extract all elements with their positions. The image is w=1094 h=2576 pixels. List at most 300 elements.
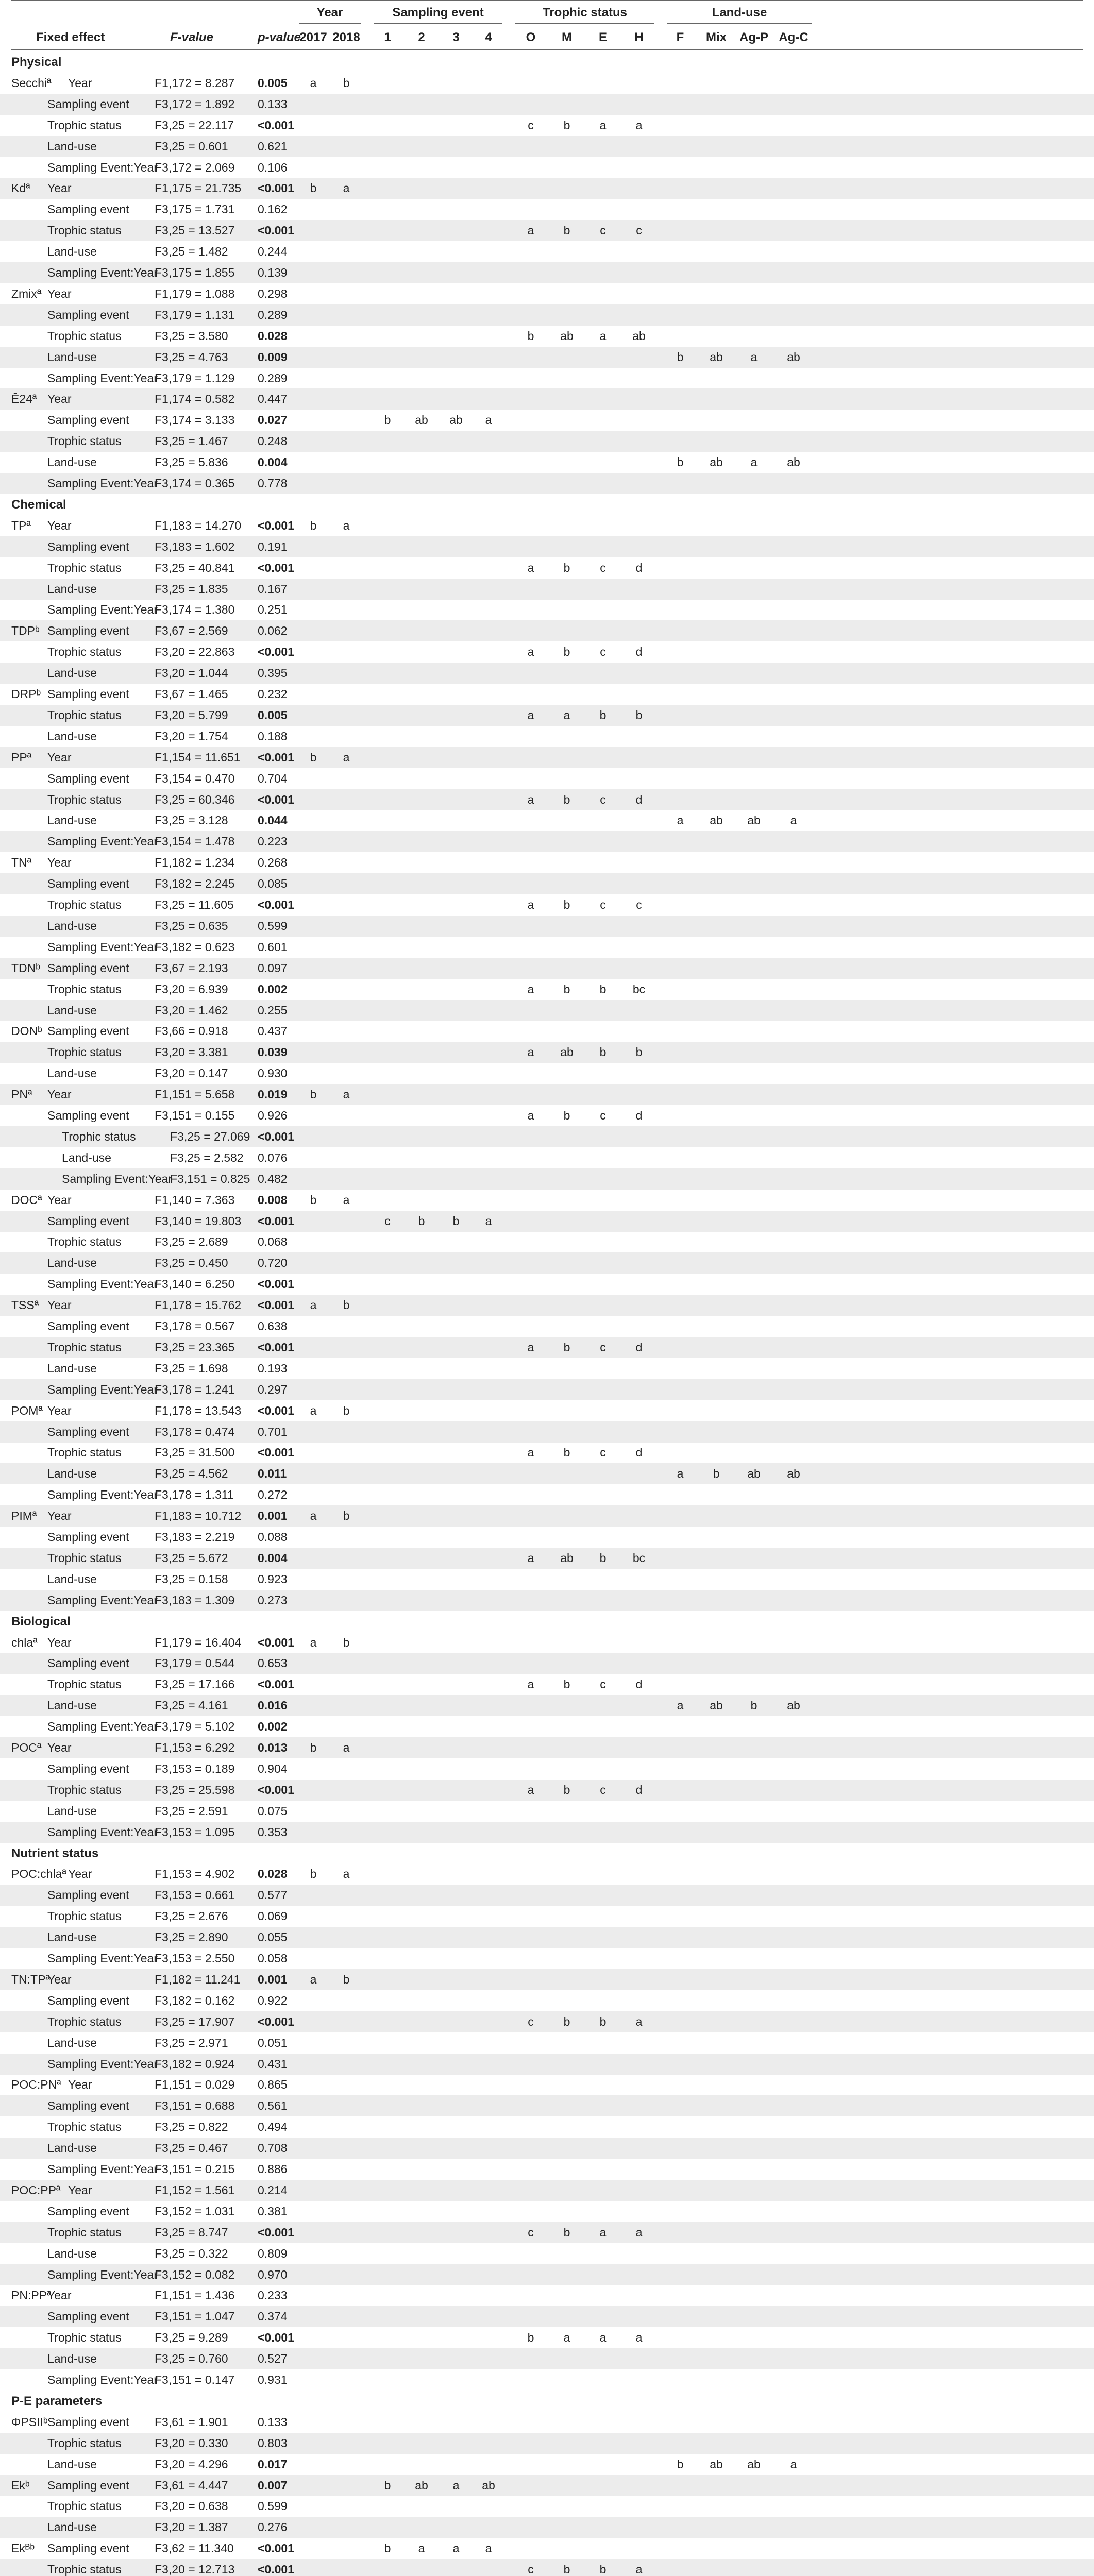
year-letter: a bbox=[343, 1867, 350, 1881]
parameter-name: TPª bbox=[11, 518, 31, 532]
parameter-name: Kdª bbox=[11, 181, 30, 195]
table-row bbox=[0, 1653, 1094, 1674]
fixed-effect: Sampling Event:Year bbox=[47, 371, 158, 385]
year-letter: a bbox=[310, 1509, 317, 1523]
fixed-effect: Year bbox=[47, 1088, 72, 1101]
fixed-effect: Year bbox=[47, 286, 72, 300]
table-row bbox=[0, 1316, 1094, 1337]
trophic-letter: c bbox=[600, 561, 606, 574]
p-value: <0.001 bbox=[258, 1129, 294, 1143]
table-row bbox=[0, 1548, 1094, 1569]
table-row bbox=[0, 1695, 1094, 1716]
p-value: 0.923 bbox=[258, 1572, 288, 1586]
fixed-effect: Trophic status bbox=[47, 2499, 122, 2513]
header-col-2017: 2017 bbox=[299, 30, 327, 44]
fixed-effect: Trophic status bbox=[47, 2120, 122, 2134]
p-value: 0.062 bbox=[258, 624, 288, 638]
f-value: F1,151 = 5.658 bbox=[155, 1088, 235, 1101]
trophic-letter: b bbox=[563, 1109, 570, 1122]
fixed-effect: Land-use bbox=[62, 1150, 111, 1164]
trophic-letter: c bbox=[600, 1446, 606, 1460]
trophic-letter: c bbox=[600, 1109, 606, 1122]
p-value: 0.621 bbox=[258, 139, 288, 153]
fixed-effect: Year bbox=[47, 750, 72, 764]
trophic-letter: d bbox=[635, 1446, 643, 1460]
table-row bbox=[0, 220, 1094, 241]
f-value: F3,25 = 1.482 bbox=[155, 245, 228, 259]
f-value: F3,175 = 1.731 bbox=[155, 202, 235, 216]
table-row bbox=[0, 2159, 1094, 2180]
table-row bbox=[0, 557, 1094, 579]
fixed-effect: Sampling event bbox=[47, 1761, 129, 1775]
table-row bbox=[0, 2116, 1094, 2138]
fixed-effect: Year bbox=[47, 1741, 72, 1754]
f-value: F3,25 = 17.907 bbox=[155, 2014, 235, 2028]
fixed-effect: Sampling event bbox=[47, 2204, 129, 2218]
landuse-letter: b bbox=[713, 1467, 720, 1481]
f-value: F3,140 = 6.250 bbox=[155, 1277, 235, 1291]
fixed-effect: Land-use bbox=[47, 1256, 97, 1270]
table-row bbox=[0, 2348, 1094, 2369]
fixed-effect: Year bbox=[47, 518, 72, 532]
table-row bbox=[0, 1105, 1094, 1126]
header-col-mix: Mix bbox=[705, 30, 727, 44]
fixed-effect: Year bbox=[47, 392, 72, 406]
f-value: F3,20 = 0.638 bbox=[155, 2499, 228, 2513]
table-row bbox=[0, 1337, 1094, 1358]
table-row bbox=[0, 1484, 1094, 1505]
trophic-letter: d bbox=[635, 1109, 643, 1122]
fixed-effect: Sampling Event:Year bbox=[47, 477, 158, 490]
group-title-year: Year bbox=[316, 6, 343, 20]
parameter-name: PIMª bbox=[11, 1509, 37, 1523]
f-value: F3,178 = 1.311 bbox=[155, 1488, 234, 1502]
year-letter: b bbox=[343, 1509, 350, 1523]
fixed-effect: Trophic status bbox=[47, 645, 122, 659]
trophic-letter: c bbox=[600, 1677, 606, 1691]
fixed-effect: Sampling event bbox=[47, 2310, 129, 2324]
trophic-letter: b bbox=[563, 224, 570, 238]
f-value: F3,153 = 0.189 bbox=[155, 1761, 235, 1775]
trophic-letter: b bbox=[599, 1045, 607, 1059]
f-value: F3,25 = 5.836 bbox=[155, 455, 228, 469]
trophic-letter: a bbox=[635, 2225, 643, 2239]
fixed-effect: Land-use bbox=[47, 2520, 97, 2534]
p-value: 0.374 bbox=[258, 2310, 288, 2324]
parameter-name: TSSª bbox=[11, 1298, 39, 1312]
f-value: F3,25 = 27.069 bbox=[170, 1129, 250, 1143]
parameter-name: Zmixª bbox=[11, 286, 42, 300]
fixed-effect: Trophic status bbox=[62, 1129, 136, 1143]
table-row bbox=[0, 1885, 1094, 1906]
p-value: 0.289 bbox=[258, 371, 288, 385]
header-fixed-effect: Fixed effect bbox=[36, 30, 105, 44]
p-value: 0.005 bbox=[258, 708, 288, 722]
table-row bbox=[0, 979, 1094, 1000]
sampling-letter: a bbox=[485, 1214, 492, 1228]
fixed-effect: Sampling event bbox=[47, 877, 129, 891]
trophic-letter: c bbox=[600, 898, 606, 911]
trophic-letter: c bbox=[600, 792, 606, 806]
table-row bbox=[0, 73, 1094, 94]
parameter-name: POC:chlaª bbox=[11, 1867, 66, 1881]
table-row bbox=[0, 705, 1094, 726]
fixed-effect: Sampling event bbox=[47, 413, 129, 427]
trophic-letter: d bbox=[635, 1677, 643, 1691]
f-value: F1,172 = 8.287 bbox=[155, 76, 235, 90]
f-value: F3,25 = 2.971 bbox=[155, 2036, 228, 2049]
table-row bbox=[0, 1780, 1094, 1801]
p-value: <0.001 bbox=[258, 1403, 294, 1417]
fixed-effect: Trophic status bbox=[47, 561, 122, 574]
table-row bbox=[0, 1400, 1094, 1421]
trophic-letter: b bbox=[599, 1551, 607, 1565]
landuse-letter: a bbox=[677, 1699, 684, 1713]
table-row bbox=[0, 747, 1094, 768]
fixed-effect: Land-use bbox=[47, 2352, 97, 2366]
sampling-letter: b bbox=[418, 1214, 425, 1228]
f-value: F3,25 = 60.346 bbox=[155, 792, 235, 806]
parameter-name: POMª bbox=[11, 1403, 43, 1417]
fixed-effect: Land-use bbox=[47, 1467, 97, 1481]
fixed-effect: Land-use bbox=[47, 1361, 97, 1375]
f-value: F3,25 = 3.580 bbox=[155, 329, 228, 343]
fixed-effect: Year bbox=[68, 2078, 92, 2092]
table-row bbox=[0, 1190, 1094, 1211]
fixed-effect: Sampling event bbox=[47, 1530, 129, 1544]
p-value: <0.001 bbox=[258, 2541, 294, 2555]
sampling-letter: b bbox=[384, 413, 391, 427]
year-letter: b bbox=[343, 76, 350, 90]
p-value: 0.068 bbox=[258, 1235, 288, 1249]
group-row bbox=[0, 494, 1094, 515]
f-value: F3,182 = 0.162 bbox=[155, 1993, 235, 2007]
trophic-letter: b bbox=[635, 1045, 643, 1059]
fixed-effect: Land-use bbox=[47, 2141, 97, 2155]
table-row bbox=[0, 2306, 1094, 2327]
p-value: 0.044 bbox=[258, 814, 288, 827]
table-row bbox=[0, 916, 1094, 937]
fixed-effect: Trophic status bbox=[47, 792, 122, 806]
landuse-letter: ab bbox=[710, 2457, 723, 2471]
sampling-letter: b bbox=[384, 2541, 391, 2555]
f-value: F3,179 = 5.102 bbox=[155, 1720, 235, 1734]
trophic-letter: a bbox=[527, 1551, 534, 1565]
f-value: F3,140 = 19.803 bbox=[155, 1214, 242, 1228]
p-value: 0.028 bbox=[258, 329, 288, 343]
f-value: F3,183 = 1.309 bbox=[155, 1593, 235, 1607]
trophic-letter: d bbox=[635, 792, 643, 806]
table-row bbox=[0, 663, 1094, 684]
table-row bbox=[0, 2285, 1094, 2306]
group-title-land-use: Land-use bbox=[712, 6, 767, 20]
fixed-effect: Sampling event bbox=[47, 539, 129, 553]
p-value: 0.075 bbox=[258, 1804, 288, 1818]
table-row bbox=[0, 579, 1094, 600]
trophic-letter: b bbox=[563, 561, 570, 574]
table-row bbox=[0, 536, 1094, 557]
header-p-value: p-value bbox=[258, 30, 301, 44]
trophic-letter: c bbox=[528, 2225, 534, 2239]
f-value: F3,25 = 0.822 bbox=[155, 2120, 228, 2134]
landuse-letter: b bbox=[677, 350, 684, 364]
fixed-effect: Land-use bbox=[47, 666, 97, 680]
fixed-effect: Land-use bbox=[47, 350, 97, 364]
f-value: F3,182 = 0.924 bbox=[155, 2057, 235, 2071]
fixed-effect: Trophic status bbox=[47, 1677, 122, 1691]
fixed-effect: Year bbox=[47, 1403, 72, 1417]
landuse-letter: ab bbox=[710, 1699, 723, 1713]
fixed-effect: Sampling Event:Year bbox=[47, 1952, 158, 1965]
p-value: <0.001 bbox=[258, 1298, 294, 1312]
landuse-letter: ab bbox=[787, 1467, 800, 1481]
p-value: 0.494 bbox=[258, 2120, 288, 2134]
f-value: F3,25 = 1.698 bbox=[155, 1361, 228, 1375]
fixed-effect: Land-use bbox=[47, 245, 97, 259]
f-value: F3,25 = 0.467 bbox=[155, 2141, 228, 2155]
year-letter: b bbox=[310, 1193, 317, 1207]
table-row bbox=[0, 1021, 1094, 1042]
p-value: 0.011 bbox=[258, 1467, 287, 1481]
p-value: 0.097 bbox=[258, 961, 288, 975]
fixed-effect: Land-use bbox=[47, 1699, 97, 1713]
f-value: F3,25 = 23.365 bbox=[155, 1340, 235, 1354]
header-col-ag-p: Ag-P bbox=[739, 30, 768, 44]
p-value: 0.005 bbox=[258, 76, 288, 90]
trophic-letter: d bbox=[635, 645, 643, 659]
f-value: F3,172 = 2.069 bbox=[155, 160, 235, 174]
f-value: F3,151 = 0.147 bbox=[155, 2373, 235, 2386]
header-col-h: H bbox=[634, 30, 644, 44]
f-value: F3,66 = 0.918 bbox=[155, 1024, 228, 1038]
p-value: 0.298 bbox=[258, 286, 288, 300]
year-letter: b bbox=[343, 1972, 350, 1986]
parameter-name: PPª bbox=[11, 750, 32, 764]
fixed-effect: Trophic status bbox=[47, 898, 122, 911]
fixed-effect: Year bbox=[68, 2183, 92, 2197]
f-value: F1,151 = 0.029 bbox=[155, 2078, 235, 2092]
table-row bbox=[0, 1863, 1094, 1885]
table-row bbox=[0, 410, 1094, 431]
trophic-letter: a bbox=[635, 2331, 643, 2345]
trophic-letter: c bbox=[600, 224, 606, 238]
table-row bbox=[0, 1274, 1094, 1295]
p-value: 0.027 bbox=[258, 413, 288, 427]
p-value: <0.001 bbox=[258, 2563, 294, 2576]
p-value: 0.904 bbox=[258, 1761, 288, 1775]
trophic-letter: bc bbox=[632, 1551, 646, 1565]
table-row bbox=[0, 241, 1094, 262]
fixed-effect: Sampling Event:Year bbox=[47, 1720, 158, 1734]
group-label: Chemical bbox=[11, 497, 66, 512]
group-rule bbox=[667, 23, 812, 24]
p-value: 0.601 bbox=[258, 940, 288, 954]
table-row bbox=[0, 1758, 1094, 1780]
f-value: F3,25 = 3.128 bbox=[155, 814, 228, 827]
table-row bbox=[0, 199, 1094, 220]
trophic-letter: b bbox=[563, 792, 570, 806]
sampling-letter: a bbox=[452, 2478, 460, 2492]
f-value: F1,179 = 16.404 bbox=[155, 1635, 242, 1649]
fixed-effect: Trophic status bbox=[47, 1783, 122, 1797]
trophic-letter: b bbox=[563, 1446, 570, 1460]
p-value: 0.272 bbox=[258, 1488, 288, 1502]
f-value: F3,25 = 2.890 bbox=[155, 1930, 228, 1944]
f-value: F3,25 = 31.500 bbox=[155, 1446, 235, 1460]
year-letter: b bbox=[343, 1298, 350, 1312]
p-value: 0.007 bbox=[258, 2478, 288, 2492]
parameter-name: DONᵇ bbox=[11, 1024, 42, 1038]
f-value: F3,20 = 1.462 bbox=[155, 1003, 228, 1017]
p-value: 0.232 bbox=[258, 687, 288, 701]
table-row bbox=[0, 452, 1094, 473]
f-value: F1,154 = 11.651 bbox=[155, 750, 241, 764]
group-row bbox=[0, 1843, 1094, 1864]
trophic-letter: c bbox=[600, 645, 606, 659]
table-row bbox=[0, 1211, 1094, 1232]
p-value: 0.353 bbox=[258, 1825, 288, 1839]
f-value: F3,178 = 0.567 bbox=[155, 1319, 235, 1333]
fixed-effect: Land-use bbox=[47, 1930, 97, 1944]
f-value: F3,25 = 0.601 bbox=[155, 139, 228, 153]
f-value: F3,182 = 0.623 bbox=[155, 940, 235, 954]
table-row bbox=[0, 326, 1094, 347]
trophic-letter: ab bbox=[560, 1045, 574, 1059]
trophic-letter: b bbox=[563, 1340, 570, 1354]
sampling-letter: ab bbox=[482, 2478, 495, 2492]
fixed-effect: Sampling Event:Year bbox=[47, 2057, 158, 2071]
group-row bbox=[0, 52, 1094, 73]
f-value: F1,153 = 6.292 bbox=[155, 1741, 235, 1754]
f-value: F3,151 = 0.155 bbox=[155, 1109, 235, 1122]
trophic-letter: c bbox=[636, 898, 642, 911]
table-row bbox=[0, 1063, 1094, 1084]
fixed-effect: Land-use bbox=[47, 919, 97, 933]
p-value: 0.004 bbox=[258, 1551, 288, 1565]
year-letter: a bbox=[343, 750, 350, 764]
p-value: <0.001 bbox=[258, 792, 294, 806]
table-row bbox=[0, 2496, 1094, 2517]
fixed-effect: Sampling event bbox=[47, 1109, 129, 1122]
table-row bbox=[0, 768, 1094, 789]
p-value: 0.447 bbox=[258, 392, 288, 406]
fixed-effect: Trophic status bbox=[47, 2563, 122, 2576]
p-value: 0.167 bbox=[258, 582, 288, 596]
trophic-letter: a bbox=[527, 1109, 534, 1122]
trophic-letter: d bbox=[635, 1340, 643, 1354]
table-row bbox=[0, 599, 1094, 620]
trophic-letter: a bbox=[599, 118, 607, 132]
table-row bbox=[0, 810, 1094, 831]
parameter-name: DRPᵇ bbox=[11, 687, 41, 701]
landuse-letter: a bbox=[750, 350, 758, 364]
table-row bbox=[0, 262, 1094, 283]
fixed-effect: Year bbox=[47, 1509, 72, 1523]
landuse-letter: ab bbox=[747, 814, 761, 827]
header-col-2018: 2018 bbox=[332, 30, 360, 44]
f-value: F1,182 = 1.234 bbox=[155, 856, 235, 870]
p-value: 0.297 bbox=[258, 1382, 288, 1396]
table-row bbox=[0, 1801, 1094, 1822]
p-value: <0.001 bbox=[258, 1214, 294, 1228]
landuse-letter: a bbox=[790, 2457, 797, 2471]
p-value: 0.251 bbox=[258, 603, 288, 617]
p-value: 0.381 bbox=[258, 2204, 288, 2218]
year-letter: a bbox=[343, 1088, 350, 1101]
table-row bbox=[0, 1737, 1094, 1758]
fixed-effect: Sampling Event:Year bbox=[47, 266, 158, 279]
table-row bbox=[0, 789, 1094, 810]
sampling-letter: ab bbox=[449, 413, 463, 427]
table-row bbox=[0, 2180, 1094, 2201]
fixed-effect: Sampling event bbox=[47, 97, 129, 111]
p-value: 0.002 bbox=[258, 1720, 288, 1734]
fixed-effect: Year bbox=[47, 1298, 72, 1312]
p-value: 0.019 bbox=[258, 1088, 288, 1101]
fixed-effect: Sampling event bbox=[47, 1993, 129, 2007]
table-row bbox=[0, 641, 1094, 663]
header-col-3: 3 bbox=[452, 30, 460, 44]
p-value: 0.139 bbox=[258, 266, 288, 279]
table-row bbox=[0, 115, 1094, 136]
trophic-letter: bc bbox=[632, 982, 646, 996]
p-value: 0.886 bbox=[258, 2162, 288, 2176]
p-value: 0.599 bbox=[258, 919, 288, 933]
table-row bbox=[0, 283, 1094, 304]
trophic-letter: a bbox=[635, 118, 643, 132]
f-value: F3,154 = 1.478 bbox=[155, 835, 235, 849]
f-value: F3,182 = 2.245 bbox=[155, 877, 235, 891]
p-value: <0.001 bbox=[258, 750, 294, 764]
trophic-letter: a bbox=[527, 982, 534, 996]
p-value: 0.931 bbox=[258, 2373, 288, 2386]
parameter-name: ΦPSIIᵇ bbox=[11, 2415, 48, 2429]
f-value: F3,172 = 1.892 bbox=[155, 97, 235, 111]
table-row bbox=[0, 873, 1094, 894]
f-value: F3,25 = 4.562 bbox=[155, 1467, 228, 1481]
year-letter: b bbox=[310, 181, 317, 195]
table-row bbox=[0, 1906, 1094, 1927]
sampling-letter: a bbox=[485, 413, 492, 427]
trophic-letter: b bbox=[599, 2563, 607, 2576]
trophic-letter: b bbox=[563, 2563, 570, 2576]
fixed-effect: Land-use bbox=[47, 2457, 97, 2471]
group-rule bbox=[515, 23, 654, 24]
fixed-effect: Trophic status bbox=[47, 434, 122, 448]
fixed-effect: Sampling Event:Year bbox=[47, 2267, 158, 2281]
sampling-letter: a bbox=[418, 2541, 425, 2555]
p-value: 0.058 bbox=[258, 1952, 288, 1965]
table-row bbox=[0, 94, 1094, 115]
f-value: F3,25 = 25.598 bbox=[155, 1783, 235, 1797]
year-letter: b bbox=[310, 1741, 317, 1754]
trophic-letter: a bbox=[527, 1446, 534, 1460]
trophic-letter: a bbox=[599, 2331, 607, 2345]
p-value: 0.248 bbox=[258, 434, 288, 448]
p-value: <0.001 bbox=[258, 1635, 294, 1649]
trophic-letter: c bbox=[600, 1783, 606, 1797]
fixed-effect: Sampling event bbox=[47, 2478, 129, 2492]
f-value: F3,25 = 17.166 bbox=[155, 1677, 235, 1691]
table-row bbox=[0, 2433, 1094, 2454]
f-value: F3,178 = 0.474 bbox=[155, 1425, 235, 1438]
fixed-effect: Sampling event bbox=[47, 2099, 129, 2113]
sampling-letter: b bbox=[452, 1214, 460, 1228]
table-row bbox=[0, 1969, 1094, 1990]
year-letter: b bbox=[310, 750, 317, 764]
table-row bbox=[0, 1590, 1094, 1611]
f-value: F3,154 = 0.470 bbox=[155, 771, 235, 785]
